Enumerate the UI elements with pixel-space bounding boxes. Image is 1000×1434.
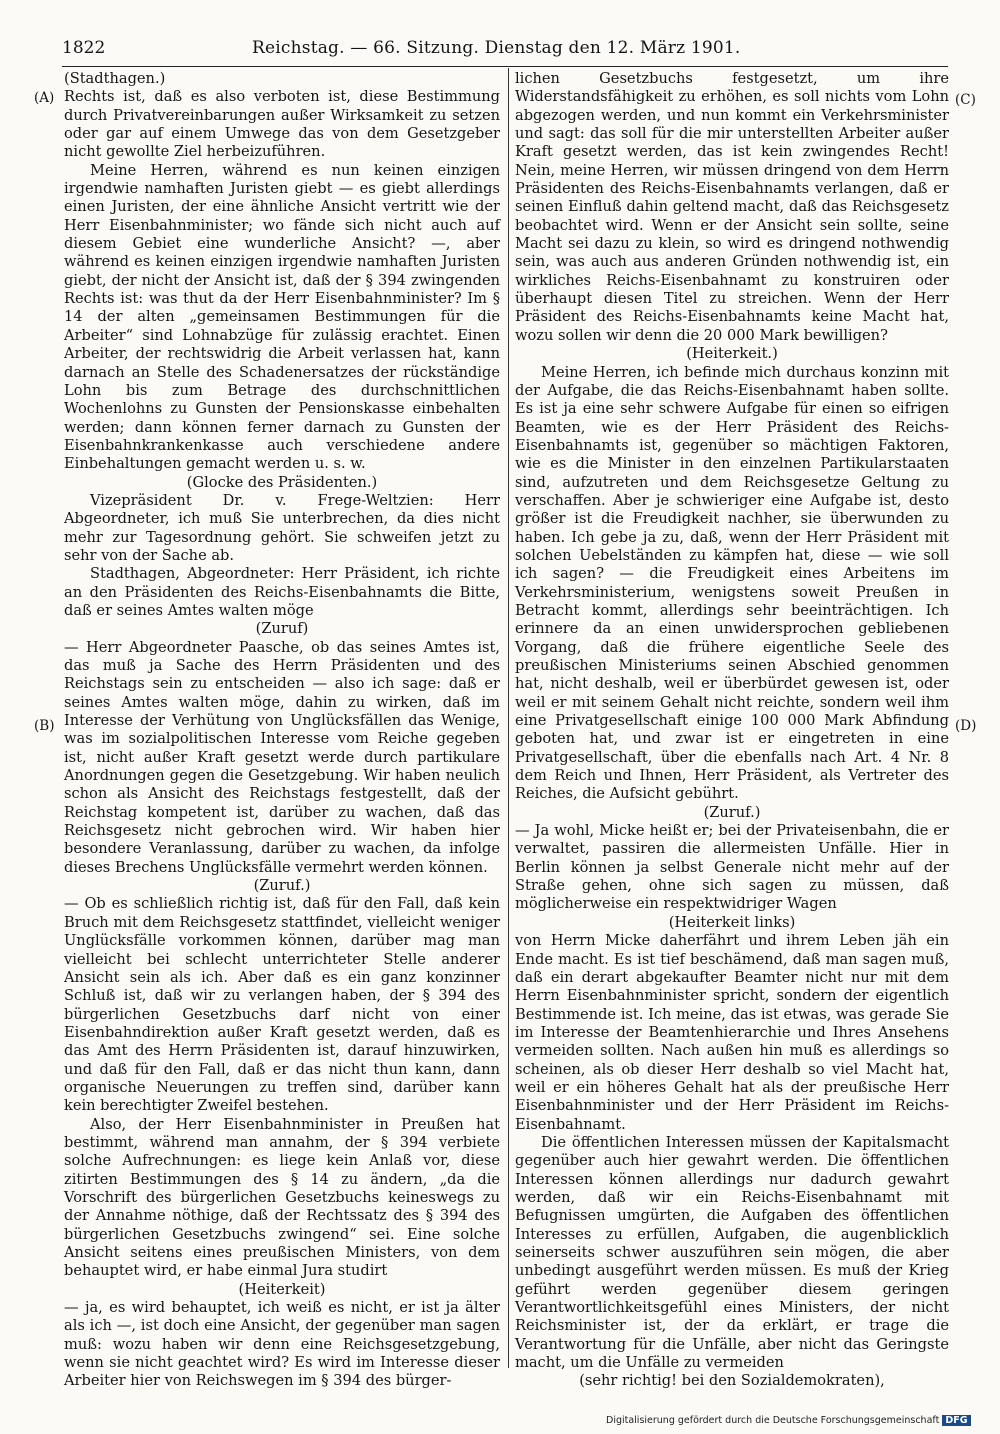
- stage-direction: (Heiterkeit.): [686, 345, 778, 363]
- page-header: [62, 38, 948, 62]
- paragraph: Rechts ist, daß es also verboten ist, diese Bestimmung durch Privatvereinbarungen außer Wirksamkeit zu setzen oder gar auf einem Umwege das von dem Gesetzgeber nicht gewollte Ziel herbeizuführen.: [64, 88, 500, 161]
- margin-marker-d: (D): [955, 718, 977, 734]
- paragraph: Vizepräsident Dr. v. Frege-Weltzien: Herr Abgeordneter, ich muß Sie unterbrechen, da dies nicht mehr zur Tagesordnung gehört. Sie schweifen jetzt zu sehr von der Sache ab.: [64, 491, 500, 564]
- margin-marker-b: (B): [34, 718, 55, 734]
- stage-direction: (sehr richtig! bei den Sozialdemokraten),: [579, 1372, 885, 1390]
- stage-direction: (Heiterkeit): [238, 1280, 326, 1298]
- page-title: Reichstag. — 66. Sitzung. Dienstag den 12. März 1901.: [252, 38, 741, 58]
- header-rule: [62, 66, 948, 67]
- footer-credit: [606, 1415, 971, 1426]
- stage-direction: (Glocke des Präsidenten.): [186, 473, 378, 491]
- speaker-tag: (Stadthagen.): [64, 70, 166, 87]
- page-number: 1822: [62, 38, 106, 58]
- footer-text: Digitalisierung gefördert durch die Deutsche Forschungsgemeinschaft: [606, 1415, 940, 1426]
- paragraph: von Herrn Micke daherfährt und ihrem Leben jäh ein Ende macht. Es ist tief beschämend, daß man sagen muß, daß ein derart abgekaufter Beamter nicht nur mit dem Herrn Eisenbahnminister spricht, sondern der eigentlich Bestimmende ist. Ich meine, das ist etwas, was gerade Sie im Interesse der Beamtenhierarchie und Ihres Ansehens vermeiden sollten. Nach außen hin muß es allerdings so scheinen, als ob dieser Herr deshalb so viel Macht hat, weil er ein höheres Gehalt hat als der preußische Herr Eisenbahnminister und der Herr Präsident im Reichs-Eisenbahnamt.: [515, 932, 949, 1133]
- paragraph: lichen Gesetzbuchs festgesetzt, um ihre Widerstandsfähigkeit zu erhöhen, es soll nichts vom Lohn abgezogen werden, und nun kommt ein Verkehrsminister und sagt: das soll für die mir unterstellten Arbeiter außer Kraft gesetzt werden, das ist kein zwingendes Recht! Nein, meine Herren, wir müssen dringend von dem Herrn Präsidenten des Reichs-Eisenbahnamts verlangen, daß er seinen Einfluß dahin geltend macht, daß das Reichsgesetz beobachtet wird. Wenn er der Ansicht sein sollte, seine Macht sei dazu zu klein, so wird es dringend nothwendig sein, was auch aus anderen Gründen nothwendig ist, ein wirkliches Reichs-Eisenbahnamt zu konstruiren oder überhaupt diesen Titel zu streichen. Wenn der Herr Präsident des Reichs-Eisenbahnamts keine Macht hat, wozu sollen wir denn die 20 000 Mark bewilligen?: [515, 70, 949, 344]
- left-column: [64, 70, 500, 1391]
- right-column: [515, 70, 949, 1391]
- stage-direction: (Zuruf.): [703, 803, 761, 821]
- column-divider: [508, 68, 509, 1368]
- dfg-logo: DFG: [942, 1415, 970, 1426]
- margin-marker-a: (A): [34, 90, 55, 106]
- margin-marker-c: (C): [955, 92, 976, 108]
- paragraph: Meine Herren, ich befinde mich durchaus konzinn mit der Aufgabe, die das Reichs-Eisenbahnamt haben sollte. Es ist ja eine sehr schwere Aufgabe für einen so eifrigen Beamten, wie es der Herr Präsident des Reichs-Eisenbahnamts ist, gegenüber so mächtigen Faktoren, wie es die Minister in den einzelnen Partikularstaaten sind, aufzutreten und dem Reichsgesetze Geltung zu verschaffen. Aber je schwieriger eine Aufgabe ist, desto größer ist die Freudigkeit nachher, sie überwunden zu haben. Ich gebe ja zu, daß, wenn der Herr Präsident mit solchen Uebelständen zu kämpfen hat, diese — wie soll ich sagen? — die Freudigkeit eines Arbeitens im Verkehrsministerium, wenigstens soweit Preußen in Betracht kommt, allerdings sehr beeinträchtigen. Ich erinnere da an einen unwidersprochen gebliebenen Vorgang, daß die frühere eigentliche Seele des preußischen Ministeriums seinen Abschied genommen hat, nicht deshalb, weil er überbürdet gewesen ist, oder weil er mit seinem Gehalt nicht reichte, sondern weil ihm eine Privatgesellschaft einige 100 000 Mark Abfindung geboten hat, und zwar ist er eingetreten in eine Privatgesellschaft, über die ebenfalls nach Art. 4 Nr. 8 dem Reich und Ihnen, Herr Präsident, als Vertreter des Reiches, die Aufsicht gebührt.: [515, 363, 949, 803]
- paragraph: Meine Herren, während es nun keinen einzigen irgendwie namhaften Juristen giebt — es giebt allerdings einen Juristen, der eine ähnliche Ansicht vertritt wie der Herr Eisenbahnminister; wo fände sich nicht auch auf diesem Gebiet eine wunderliche Ansicht? —, aber während es keinen einzigen irgendwie namhaften Juristen giebt, der nicht der Ansicht ist, daß der § 394 zwingenden Rechts ist: was thut da der Herr Eisenbahnminister? Im § 14 der alten „gemeinsamen Bestimmungen für die Arbeiter“ sind Lohnabzüge für zulässig erachtet. Einen Arbeiter, der rechtswidrig die Arbeit verlassen hat, kann darnach an Stelle des Schadenersatzes der rückständige Lohn bis zum Betrage des durchschnittlichen Wochenlohns zu Gunsten der Pensionskasse einbehalten werden; dann können ferner darnach zu Gunsten der Eisenbahnkrankenkasse auch verschiedene andere Einbehaltungen gemacht werden u. s. w.: [64, 161, 500, 473]
- paragraph: — Ob es schließlich richtig ist, daß für den Fall, daß kein Bruch mit dem Reichsgesetz stattfindet, vielleicht weniger Unglücksfälle vorkommen können, darüber mag man vielleicht bei schlecht unterrichteter Stelle anderer Ansicht sein als ich. Aber daß es ein ganz konzinner Schluß ist, daß wir zu verlangen haben, der § 394 des bürgerlichen Gesetzbuchs darf nicht von einer Eisenbahndirektion außer Kraft gesetzt werden, daß es das Amt des Herrn Präsidenten ist, darauf hinzuwirken, und daß für den Fall, daß er das nicht thun kann, dann organische Neuerungen zu treffen sind, darüber kann kein berechtigter Zweifel bestehen.: [64, 895, 500, 1115]
- stage-direction: (Heiterkeit links): [668, 913, 796, 931]
- paragraph: Stadthagen, Abgeordneter: Herr Präsident, ich richte an den Präsidenten des Reichs-Eisenbahnamts die Bitte, daß er seines Amtes walten möge: [64, 565, 500, 619]
- paragraph: — Herr Abgeordneter Paasche, ob das seines Amtes ist, das muß ja Sache des Herrn Präsidenten und des Reichstags sein zu entscheiden — also ich sage: daß er seines Amtes walten möge, dahin zu wirken, daß im Interesse der Verhütung von Unglücksfällen das Wenige, was im sozialpolitischen Interesse vom Reiche gegeben ist, nicht außer Kraft gesetzt werde durch partikulare Anordnungen gegen die Gesetzgebung. Wir haben neulich schon als Ansicht des Reichstags festgestellt, daß der Reichstag kompetent ist, darüber zu wachen, daß das Reichsgesetz nicht gebrochen wird. Wir haben hier besondere Veranlassung, darüber zu wachen, da infolge dieses Brechens Unglücksfälle vermehrt werden können.: [64, 638, 500, 876]
- paragraph: Die öffentlichen Interessen müssen der Kapitalsmacht gegenüber auch hier gewahrt werden. Die öffentlichen Interessen können allerdings nur dadurch gewahrt werden, daß wir ein Reichs-Eisenbahnamt mit Befugnissen umgürten, die Aufgaben des öffentlichen Interesses zu erfüllen, Aufgaben, die augenblicklich seinerseits schwer auszuführen sein mögen, die aber unbedingt ausgeführt werden müssen. Es muß der Krieg geführt werden gegenüber diesem geringen Verantwortlichkeitsgefühl eines Ministers, der nicht Reichsminister ist, der da erklärt, er trage die Verantwortung für die Unfälle, aber nicht das Geringste macht, um die Unfälle zu vermeiden: [515, 1133, 949, 1372]
- stage-direction: (Zuruf): [255, 620, 309, 638]
- paragraph: — ja, es wird behauptet, ich weiß es nicht, er ist ja älter als ich —, ist doch eine Ansicht, der gegenüber man sagen muß: wozu haben wir denn eine Reichsgesetzgebung, wenn sie nicht geachtet wird? Es wird im Interesse dieser Arbeiter hier von Reichswegen im § 394 des bürger-: [64, 1299, 500, 1390]
- paragraph: Also, der Herr Eisenbahnminister in Preußen hat bestimmt, während man annahm, der § 394 verbiete solche Aufrechnungen: es liege kein Anlaß vor, diese zitirten Bestimmungen des § 14 zu ändern, „da die Vorschrift des bürgerlichen Gesetzbuchs keineswegs zu der Annahme nöthige, daß der Rechtssatz des § 394 des bürgerlichen Gesetzbuchs zwingend“ sei. Eine solche Ansicht seitens eines preußischen Ministers, von dem behauptet wird, er habe einmal Jura studirt: [64, 1115, 500, 1280]
- paragraph: — Ja wohl, Micke heißt er; bei der Privateisenbahn, die er verwaltet, passiren die allermeisten Unfälle. Hier in Berlin können ja selbst Generale nicht mehr auf der Straße gehen, ohne sich sagen zu müssen, daß möglicherweise ein respektwidriger Wagen: [515, 822, 949, 913]
- stage-direction: (Zuruf.): [253, 877, 311, 895]
